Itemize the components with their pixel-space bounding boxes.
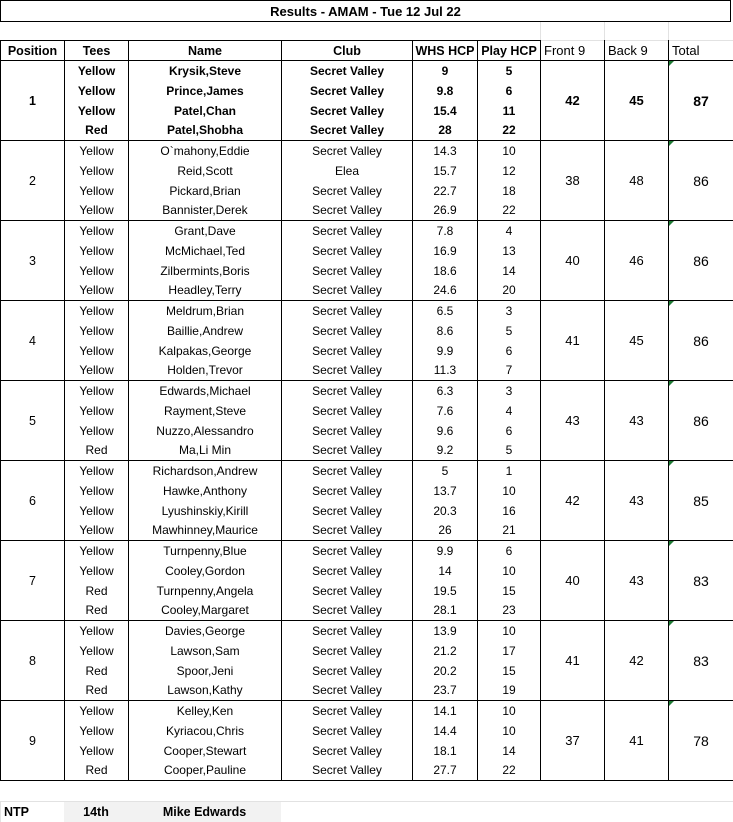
name-cell[interactable]: Cooley,Gordon [129,561,282,581]
tees-cell[interactable]: Yellow [65,541,129,561]
front-9-cell[interactable] [541,301,605,381]
whs-hcp-cell[interactable]: 8.6 [413,321,478,341]
whs-hcp-cell[interactable]: 26.9 [413,201,478,221]
name-cell[interactable]: Prince,James [129,81,282,101]
play-hcp-cell[interactable]: 10 [478,481,541,501]
name-cell[interactable]: Grant,Dave [129,221,282,241]
name-cell[interactable]: Mawhinney,Maurice [129,521,282,541]
comment-marker-icon [669,141,674,146]
position-cell[interactable]: 5 [1,381,65,461]
header-front-9[interactable]: Front 9 [541,41,605,61]
name-cell[interactable]: Lawson,Kathy [129,681,282,701]
tees-cell[interactable]: Yellow [65,721,129,741]
club-cell[interactable]: Secret Valley [282,361,413,381]
name-cell[interactable]: Cooper,Stewart [129,741,282,761]
results-table [0,40,733,781]
position-cell[interactable]: 9 [1,701,65,781]
name-cell[interactable]: Headley,Terry [129,281,282,301]
play-hcp-cell[interactable]: 19 [478,681,541,701]
club-cell[interactable]: Secret Valley [282,401,413,421]
club-cell[interactable]: Secret Valley [282,541,413,561]
name-cell[interactable]: Reid,Scott [129,161,282,181]
front-9-cell-value: 37 [565,733,580,748]
name-cell[interactable]: Zilbermints,Boris [129,261,282,281]
whs-hcp-cell[interactable]: 9.6 [413,421,478,441]
whs-hcp-cell[interactable]: 14 [413,561,478,581]
name-cell[interactable]: Cooley,Margaret [129,601,282,621]
tees-cell[interactable]: Yellow [65,261,129,281]
total-cell[interactable] [669,301,733,381]
total-cell-value: 83 [693,652,709,669]
total-cell-value: 85 [693,492,709,509]
front-9-cell[interactable] [541,61,605,141]
position-cell[interactable]: 3 [1,221,65,301]
play-hcp-cell[interactable]: 3 [478,301,541,321]
club-cell[interactable]: Secret Valley [282,721,413,741]
tees-cell[interactable]: Yellow [65,281,129,301]
ntp-hole[interactable]: 14th [64,802,128,822]
play-hcp-cell[interactable]: 4 [478,401,541,421]
header-whs-hcp[interactable]: WHS HCP [413,41,478,61]
back-9-cell[interactable] [605,61,669,141]
whs-hcp-cell[interactable]: 15.4 [413,101,478,121]
play-hcp-cell[interactable]: 16 [478,501,541,521]
back-9-cell-value: 46 [629,253,644,268]
club-cell[interactable]: Secret Valley [282,81,413,101]
tees-cell[interactable]: Red [65,441,129,461]
tees-cell[interactable]: Yellow [65,241,129,261]
whs-hcp-cell[interactable]: 22.7 [413,181,478,201]
total-cell[interactable] [669,701,733,781]
tees-cell[interactable]: Red [65,761,129,781]
total-cell-value: 83 [693,572,709,589]
name-cell[interactable]: Lyushinskiy,Kirill [129,501,282,521]
tees-cell[interactable]: Yellow [65,741,129,761]
name-cell[interactable]: McMichael,Ted [129,241,282,261]
name-cell[interactable]: Davies,George [129,621,282,641]
play-hcp-cell[interactable]: 10 [478,721,541,741]
back-9-cell-value: 45 [629,333,644,348]
tees-cell[interactable]: Red [65,581,129,601]
whs-hcp-cell[interactable]: 13.9 [413,621,478,641]
name-cell[interactable]: Hawke,Anthony [129,481,282,501]
name-cell[interactable]: Nuzzo,Alessandro [129,421,282,441]
club-cell[interactable]: Secret Valley [282,201,413,221]
front-9-cell[interactable] [541,621,605,701]
name-cell[interactable]: Krysik,Steve [129,61,282,81]
whs-hcp-cell[interactable]: 16.9 [413,241,478,261]
front-9-cell[interactable] [541,541,605,621]
position-cell[interactable]: 6 [1,461,65,541]
back-9-cell[interactable] [605,381,669,461]
position-cell[interactable]: 8 [1,621,65,701]
play-hcp-cell[interactable]: 6 [478,341,541,361]
club-cell[interactable]: Secret Valley [282,681,413,701]
whs-hcp-cell[interactable]: 9.9 [413,341,478,361]
tees-cell[interactable]: Yellow [65,61,129,81]
header-total[interactable]: Total [669,41,733,61]
play-hcp-cell[interactable]: 1 [478,461,541,481]
tees-cell[interactable]: Yellow [65,461,129,481]
header-back-9[interactable]: Back 9 [605,41,669,61]
play-hcp-cell[interactable]: 18 [478,181,541,201]
name-cell[interactable]: Lawson,Sam [129,641,282,661]
play-hcp-cell[interactable]: 6 [478,81,541,101]
tees-cell[interactable]: Yellow [65,201,129,221]
table-row [1,701,733,721]
whs-hcp-cell[interactable]: 11.3 [413,361,478,381]
play-hcp-cell[interactable]: 20 [478,281,541,301]
total-cell-value: 86 [693,412,709,429]
club-cell[interactable]: Secret Valley [282,481,413,501]
front-9-cell-value: 43 [565,413,580,428]
whs-hcp-cell[interactable]: 15.7 [413,161,478,181]
tees-cell[interactable]: Red [65,121,129,141]
front-9-cell-value: 40 [565,253,580,268]
front-9-cell[interactable] [541,381,605,461]
gridline [540,22,541,40]
back-9-cell[interactable] [605,221,669,301]
comment-marker-icon [669,701,674,706]
whs-hcp-cell[interactable]: 9 [413,61,478,81]
front-9-cell-value: 42 [565,493,580,508]
position-cell[interactable]: 2 [1,141,65,221]
tees-cell[interactable]: Yellow [65,81,129,101]
name-cell[interactable]: Turnpenny,Angela [129,581,282,601]
back-9-cell-value: 41 [629,733,644,748]
table-row [1,381,733,401]
play-hcp-cell[interactable]: 10 [478,561,541,581]
spacer-row [0,22,733,40]
play-hcp-cell[interactable]: 13 [478,241,541,261]
whs-hcp-cell[interactable]: 14.1 [413,701,478,721]
club-cell[interactable]: Secret Valley [282,421,413,441]
play-hcp-cell[interactable]: 22 [478,761,541,781]
tees-cell[interactable]: Yellow [65,341,129,361]
total-cell-value: 86 [693,172,709,189]
comment-marker-icon [669,541,674,546]
front-9-cell-value: 38 [565,173,580,188]
play-hcp-cell[interactable]: 10 [478,621,541,641]
table-row [1,461,733,481]
total-cell[interactable] [669,461,733,541]
name-cell[interactable]: Patel,Chan [129,101,282,121]
table-row [1,621,733,641]
tees-cell[interactable]: Yellow [65,701,129,721]
comment-marker-icon [669,301,674,306]
whs-hcp-cell[interactable]: 6.3 [413,381,478,401]
back-9-cell-value: 45 [629,93,644,108]
name-cell[interactable]: Holden,Trevor [129,361,282,381]
results-title[interactable]: Results - AMAM - Tue 12 Jul 22 [0,0,731,22]
club-cell[interactable]: Secret Valley [282,441,413,461]
front-9-cell-value: 40 [565,573,580,588]
position-cell[interactable]: 1 [1,61,65,141]
play-hcp-cell[interactable]: 14 [478,261,541,281]
tees-cell[interactable]: Yellow [65,161,129,181]
play-hcp-cell[interactable]: 10 [478,701,541,721]
whs-hcp-cell[interactable]: 14.4 [413,721,478,741]
club-cell[interactable]: Secret Valley [282,581,413,601]
club-cell[interactable]: Secret Valley [282,221,413,241]
total-cell-value: 86 [693,252,709,269]
club-cell[interactable]: Secret Valley [282,241,413,261]
whs-hcp-cell[interactable]: 27.7 [413,761,478,781]
club-cell[interactable]: Secret Valley [282,61,413,81]
back-9-cell[interactable] [605,701,669,781]
ntp-winner[interactable]: Mike Edwards [128,802,281,822]
name-cell[interactable]: Spoor,Jeni [129,661,282,681]
whs-hcp-cell[interactable]: 20.2 [413,661,478,681]
whs-hcp-cell[interactable]: 24.6 [413,281,478,301]
whs-hcp-cell[interactable]: 13.7 [413,481,478,501]
tees-cell[interactable]: Yellow [65,561,129,581]
table-row [1,61,733,81]
name-cell[interactable]: Pickard,Brian [129,181,282,201]
tees-cell[interactable]: Yellow [65,401,129,421]
name-cell[interactable]: O`mahony,Eddie [129,141,282,161]
whs-hcp-cell[interactable]: 23.7 [413,681,478,701]
play-hcp-cell[interactable]: 12 [478,161,541,181]
club-cell[interactable]: Secret Valley [282,621,413,641]
name-cell[interactable]: Bannister,Derek [129,201,282,221]
club-cell[interactable]: Secret Valley [282,101,413,121]
club-cell[interactable]: Elea [282,161,413,181]
club-cell[interactable]: Secret Valley [282,141,413,161]
club-cell[interactable]: Secret Valley [282,521,413,541]
back-9-cell-value: 43 [629,573,644,588]
tees-cell[interactable]: Yellow [65,381,129,401]
play-hcp-cell[interactable]: 10 [478,141,541,161]
name-cell[interactable]: Ma,Li Min [129,441,282,461]
name-cell[interactable]: Kyriacou,Chris [129,721,282,741]
total-cell[interactable] [669,221,733,301]
header-row [1,41,733,61]
whs-hcp-cell[interactable]: 7.8 [413,221,478,241]
back-9-cell[interactable] [605,541,669,621]
whs-hcp-cell[interactable]: 14.3 [413,141,478,161]
play-hcp-cell[interactable]: 22 [478,121,541,141]
club-cell[interactable]: Secret Valley [282,561,413,581]
comment-marker-icon [669,61,674,66]
total-cell[interactable] [669,61,733,141]
front-9-cell[interactable] [541,701,605,781]
whs-hcp-cell[interactable]: 21.2 [413,641,478,661]
table-row [1,541,733,561]
comment-marker-icon [669,221,674,226]
play-hcp-cell[interactable]: 15 [478,581,541,601]
tees-cell[interactable]: Yellow [65,141,129,161]
play-hcp-cell[interactable]: 14 [478,741,541,761]
total-cell-value: 86 [693,332,709,349]
ntp-label[interactable]: NTP [0,802,64,822]
back-9-cell-value: 42 [629,653,644,668]
play-hcp-cell[interactable]: 21 [478,521,541,541]
whs-hcp-cell[interactable]: 9.8 [413,81,478,101]
results-body [1,61,733,781]
tees-cell[interactable]: Yellow [65,361,129,381]
club-cell[interactable]: Secret Valley [282,121,413,141]
name-cell[interactable]: Meldrum,Brian [129,301,282,321]
club-cell[interactable]: Secret Valley [282,181,413,201]
club-cell[interactable]: Secret Valley [282,261,413,281]
tees-cell[interactable]: Yellow [65,221,129,241]
total-cell[interactable] [669,381,733,461]
tees-cell[interactable]: Yellow [65,181,129,201]
name-cell[interactable]: Kelley,Ken [129,701,282,721]
total-cell[interactable] [669,141,733,221]
club-cell[interactable]: Secret Valley [282,641,413,661]
tees-cell[interactable]: Yellow [65,641,129,661]
whs-hcp-cell[interactable]: 18.1 [413,741,478,761]
play-hcp-cell[interactable]: 4 [478,221,541,241]
total-cell[interactable] [669,621,733,701]
club-cell[interactable]: Secret Valley [282,301,413,321]
tees-cell[interactable]: Yellow [65,521,129,541]
front-9-cell-value: 42 [565,93,580,108]
name-cell[interactable]: Cooper,Pauline [129,761,282,781]
play-hcp-cell[interactable]: 3 [478,381,541,401]
tees-cell[interactable]: Yellow [65,421,129,441]
front-9-cell[interactable] [541,221,605,301]
whs-hcp-cell[interactable]: 19.5 [413,581,478,601]
front-9-cell-value: 41 [565,653,580,668]
club-cell[interactable]: Secret Valley [282,461,413,481]
tees-cell[interactable]: Red [65,681,129,701]
table-row [1,221,733,241]
header-club[interactable]: Club [282,41,413,61]
front-9-cell[interactable] [541,141,605,221]
play-hcp-cell[interactable]: 5 [478,61,541,81]
gridline [668,22,669,40]
tees-cell[interactable]: Red [65,661,129,681]
play-hcp-cell[interactable]: 22 [478,201,541,221]
play-hcp-cell[interactable]: 23 [478,601,541,621]
club-cell[interactable]: Secret Valley [282,741,413,761]
ntp-row [0,802,733,822]
name-cell[interactable]: Patel,Shobha [129,121,282,141]
club-cell[interactable]: Secret Valley [282,281,413,301]
back-9-cell-value: 43 [629,493,644,508]
play-hcp-cell[interactable]: 11 [478,101,541,121]
whs-hcp-cell[interactable]: 7.6 [413,401,478,421]
tees-cell[interactable]: Yellow [65,301,129,321]
header-tees[interactable]: Tees [65,41,129,61]
play-hcp-cell[interactable]: 6 [478,421,541,441]
club-cell[interactable]: Secret Valley [282,381,413,401]
name-cell[interactable]: Richardson,Andrew [129,461,282,481]
play-hcp-cell[interactable]: 17 [478,641,541,661]
play-hcp-cell[interactable]: 5 [478,321,541,341]
header-play-hcp[interactable]: Play HCP [478,41,541,61]
table-row [1,301,733,321]
club-cell[interactable]: Secret Valley [282,321,413,341]
back-9-cell[interactable] [605,621,669,701]
tees-cell[interactable]: Yellow [65,321,129,341]
name-cell[interactable]: Baillie,Andrew [129,321,282,341]
name-cell[interactable]: Kalpakas,George [129,341,282,361]
play-hcp-cell[interactable]: 7 [478,361,541,381]
total-cell-value: 78 [693,732,709,749]
name-cell[interactable]: Edwards,Michael [129,381,282,401]
back-9-cell[interactable] [605,301,669,381]
club-cell[interactable]: Secret Valley [282,761,413,781]
name-cell[interactable]: Turnpenny,Blue [129,541,282,561]
front-9-cell-value: 41 [565,333,580,348]
play-hcp-cell[interactable]: 6 [478,541,541,561]
whs-hcp-cell[interactable]: 6.5 [413,301,478,321]
whs-hcp-cell[interactable]: 26 [413,521,478,541]
tees-cell[interactable]: Yellow [65,501,129,521]
name-cell[interactable]: Rayment,Steve [129,401,282,421]
tees-cell[interactable]: Yellow [65,621,129,641]
whs-hcp-cell[interactable]: 28 [413,121,478,141]
back-9-cell[interactable] [605,461,669,541]
position-cell[interactable]: 4 [1,301,65,381]
whs-hcp-cell[interactable]: 20.3 [413,501,478,521]
back-9-cell[interactable] [605,141,669,221]
comment-marker-icon [669,461,674,466]
gridline [604,22,605,40]
whs-hcp-cell[interactable]: 18.6 [413,261,478,281]
play-hcp-cell[interactable]: 5 [478,441,541,461]
header-name[interactable]: Name [129,41,282,61]
club-cell[interactable]: Secret Valley [282,661,413,681]
club-cell[interactable]: Secret Valley [282,701,413,721]
tees-cell[interactable]: Yellow [65,101,129,121]
club-cell[interactable]: Secret Valley [282,601,413,621]
front-9-cell[interactable] [541,461,605,541]
total-cell-value: 87 [693,92,709,109]
back-9-cell-value: 48 [629,173,644,188]
total-cell[interactable] [669,541,733,621]
whs-hcp-cell[interactable]: 5 [413,461,478,481]
tees-cell[interactable]: Yellow [65,481,129,501]
comment-marker-icon [669,381,674,386]
club-cell[interactable]: Secret Valley [282,341,413,361]
position-cell[interactable]: 7 [1,541,65,621]
whs-hcp-cell[interactable]: 28.1 [413,601,478,621]
back-9-cell-value: 43 [629,413,644,428]
club-cell[interactable]: Secret Valley [282,501,413,521]
whs-hcp-cell[interactable]: 9.9 [413,541,478,561]
header-position[interactable]: Position [1,41,65,61]
whs-hcp-cell[interactable]: 9.2 [413,441,478,461]
play-hcp-cell[interactable]: 15 [478,661,541,681]
table-row [1,141,733,161]
tees-cell[interactable]: Red [65,601,129,621]
comment-marker-icon [669,621,674,626]
